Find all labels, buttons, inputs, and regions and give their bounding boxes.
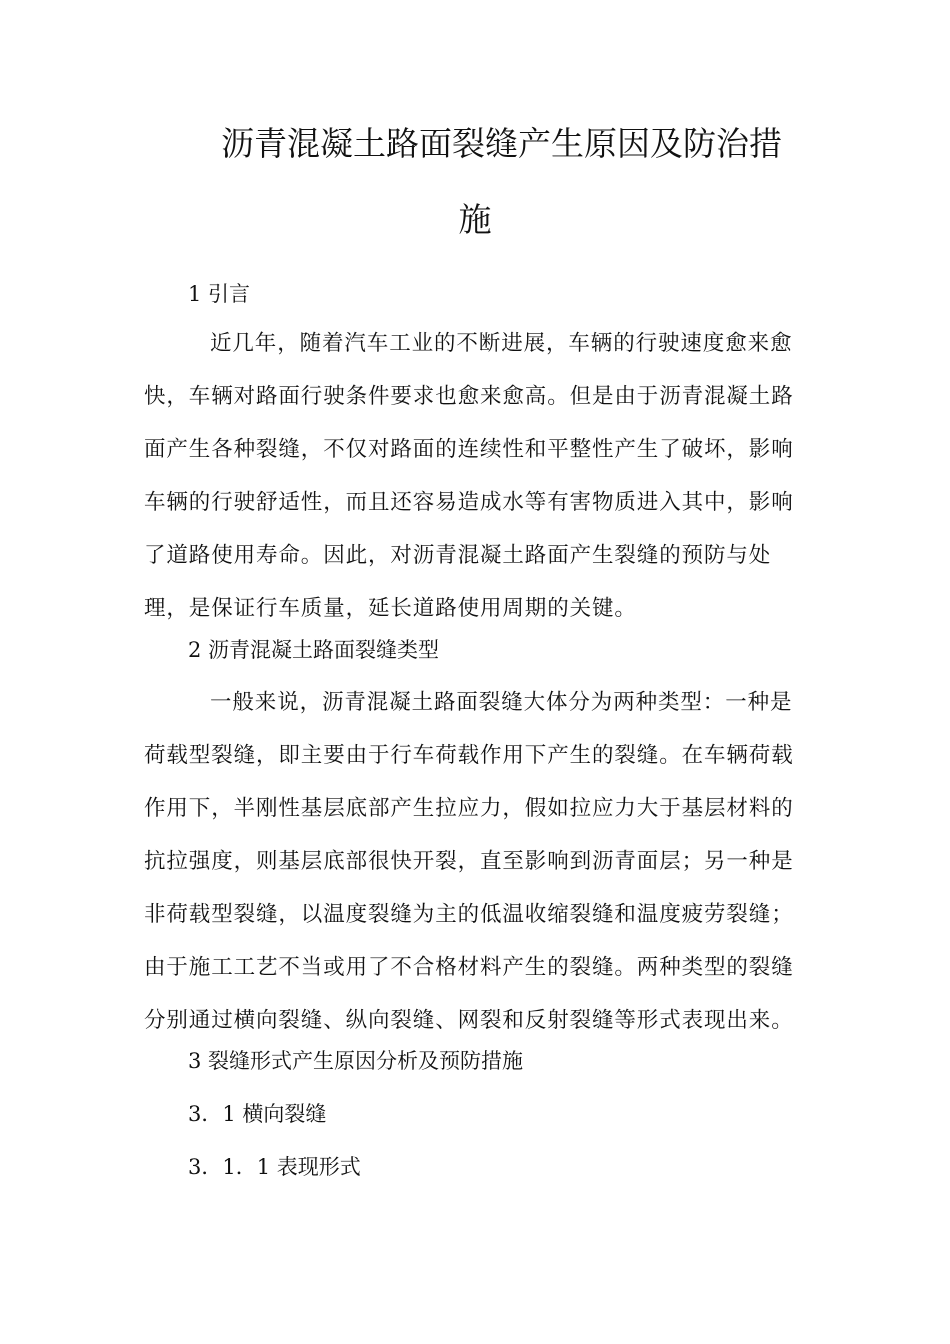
paragraph-line: 近几年，随着汽车工业的不断进展，车辆的行驶速度愈来愈 xyxy=(210,331,793,356)
paragraph-line: 由于施工工艺不当或用了不合格材料产生的裂缝。两种类型的裂缝 xyxy=(144,955,794,980)
paragraph-line: 分别通过横向裂缝、纵向裂缝、网裂和反射裂缝等形式表现出来。 xyxy=(144,1008,794,1033)
paragraph-line: 作用下，半刚性基层底部产生拉应力，假如拉应力大于基层材料的 xyxy=(144,796,794,821)
section-heading-introduction: 1 引言 xyxy=(188,282,251,306)
paragraph-line: 非荷载型裂缝，以温度裂缝为主的低温收缩裂缝和温度疲劳裂缝； xyxy=(144,902,794,927)
section-heading-crack-types: 2 沥青混凝土路面裂缝类型 xyxy=(188,638,440,662)
paragraph-line: 一般来说，沥青混凝土路面裂缝大体分为两种类型：一种是 xyxy=(210,690,793,715)
subsection-heading-transverse-cracks: 3．1 横向裂缝 xyxy=(188,1102,327,1126)
paragraph-line: 抗拉强度，则基层底部很快开裂，直至影响到沥青面层；另一种是 xyxy=(144,849,794,874)
paragraph-line: 了道路使用寿命。因此，对沥青混凝土路面产生裂缝的预防与处 xyxy=(144,543,772,568)
paragraph-line: 理，是保证行车质量，延长道路使用周期的关键。 xyxy=(144,596,637,621)
paragraph-line: 快，车辆对路面行驶条件要求也愈来愈高。但是由于沥青混凝土路 xyxy=(144,384,794,409)
paragraph-line: 面产生各种裂缝，不仅对路面的连续性和平整性产生了破坏，影响 xyxy=(144,437,794,462)
section-heading-causes-prevention: 3 裂缝形式产生原因分析及预防措施 xyxy=(188,1049,524,1073)
document-title-line-1: 沥青混凝土路面裂缝产生原因及防治措 xyxy=(221,124,782,163)
paragraph-line: 车辆的行驶舒适性，而且还容易造成水等有害物质进入其中，影响 xyxy=(144,490,794,515)
paragraph-crack-types xyxy=(144,676,804,1047)
document-title-line-2: 施 xyxy=(458,200,492,239)
paragraph-introduction xyxy=(144,317,804,635)
paragraph-line: 荷载型裂缝，即主要由于行车荷载作用下产生的裂缝。在车辆荷载 xyxy=(144,743,794,768)
subsubsection-heading-manifestation: 3．1．1 表现形式 xyxy=(188,1155,361,1179)
